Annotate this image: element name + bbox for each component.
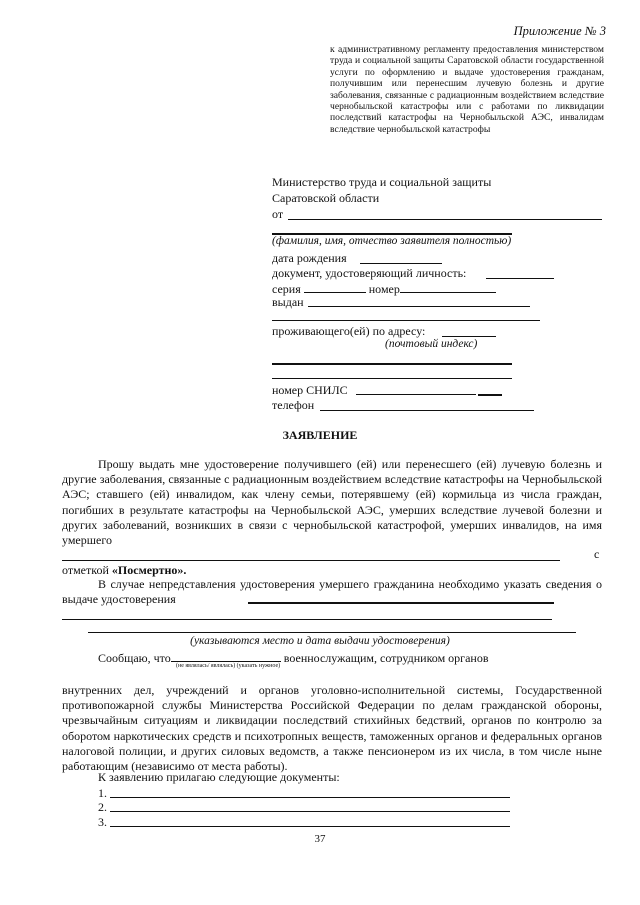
issued-by-field-2[interactable] [272,320,540,321]
series-field[interactable] [304,281,366,293]
certificate-info-field-2[interactable] [62,619,552,620]
attachment-1-label: 1. [98,786,107,800]
report-suffix: военнослужащим, сотрудником органов [283,651,489,665]
birth-date-label: дата рождения [272,251,347,265]
issued-label: выдан [272,295,304,309]
name-hint: (фамилия, имя, отчество заявителя полностью) [272,235,512,247]
from-label: от [272,207,284,221]
snils-label: номер СНИЛС [272,383,348,397]
ministry-name-line1: Министерство труда и социальной защиты [272,175,492,189]
status-hint: (не являлась/ являлась) (указать нужное) [176,663,281,669]
ministry-name-line2: Саратовской области [272,191,380,205]
attachment-2-label: 2. [98,800,107,814]
series-label [272,281,496,297]
phone-field[interactable] [320,410,534,411]
address-label: проживающего(ей) по адресу: [272,324,426,338]
address-field-1[interactable] [272,363,512,365]
report-prefix: Сообщаю, что [98,651,171,665]
service-paragraph: внутренних дел, учреждений и органов уголовно-исполнительной системы, Государственной противопожарной службы Министерства Российской Федерации по делам гражданской обороны, чрезвычайным ситуациям и ликвидации последствий стихийных бедствий, органов по контролю за оборотом наркотических средств и психотропных веществ, таможенных органов и федеральных органов налоговой полиции, и других силовых ведомств, а также пенсионером из их числа, в том числе ныне работающим (независимо от места работы). [62,683,602,774]
main-paragraph: Прошу выдать мне удостоверение получившего (ей) или перенесшего (ей) лучевую болезнь и другие заболевания, связанные с радиационным воздействием вследствие катастрофы на Чернобыльской АЭС; ставшего (ей) инвалидом, как члену семьи, потерявшему (ей) кормильца из числа граждан, погибших в результате катастрофы на Чернобыльской АЭС, умерших вследствие лучевой болезни и других заболеваний, возникших в связи с чернобыльской катастрофой, умерших инвалидов, на имя умершего [62,457,602,548]
posthumous-mark: «Посмертно». [111,563,187,577]
issued-by-field[interactable] [308,306,530,307]
certificate-paragraph: В случае непредставления удостоверения умершего гражданина необходимо указать сведения о выдаче удостоверения [62,577,602,607]
certificate-place-hint: (указываются место и дата выдачи удостоверения) [190,635,450,647]
id-document-field[interactable] [486,278,554,279]
posthumous-note [62,563,186,578]
report-line [98,650,489,666]
attachments-label: К заявлению прилагаю следующие документы: [98,770,340,784]
snils-field[interactable] [356,394,476,395]
id-document-label: документ, удостоверяющий личность: [272,266,467,280]
attachment-2-field[interactable] [110,811,510,812]
applicant-name-field[interactable] [288,219,602,220]
postal-code-field[interactable] [442,336,496,337]
address-field-2[interactable] [272,378,512,379]
postal-code-hint: (почтовый индекс) [385,338,478,350]
page-number: 37 [314,833,326,845]
attachment-3-label: 3. [98,815,107,829]
attachment-3-field[interactable] [110,826,510,827]
birth-date-field[interactable] [360,263,442,264]
certificate-info-field-3[interactable] [88,632,576,633]
snils-field-end[interactable] [478,394,502,396]
certificate-info-field[interactable] [248,602,554,604]
document-heading: ЗАЯВЛЕНИЕ [282,428,358,442]
appendix-title: Приложение № 3 [513,24,606,38]
deceased-name-field[interactable] [62,560,560,561]
status-field[interactable] [171,650,281,662]
appendix-description: к административному регламенту предоставления министерством труда и социальной защиты Саратовской области государственной услуги по оформлению и выдаче удостоверения гражданам, получившим или перенесшим лучевую болезнь и другие заболевания, связанные с радиационным воздействием вследствие чернобыльской катастрофы или с работами по ликвидации последствий катастрофы на Чернобыльской АЭС, инвалидам вследствие чернобыльской катастрофы [330,44,604,135]
phone-label: телефон [272,398,315,412]
paragraph-continuation: с [594,547,600,561]
attachment-1-field[interactable] [110,797,510,798]
posthumous-prefix: отметкой [62,563,109,577]
number-field[interactable] [400,281,496,293]
series-text: серия [272,282,301,296]
number-label: номер [368,282,400,296]
